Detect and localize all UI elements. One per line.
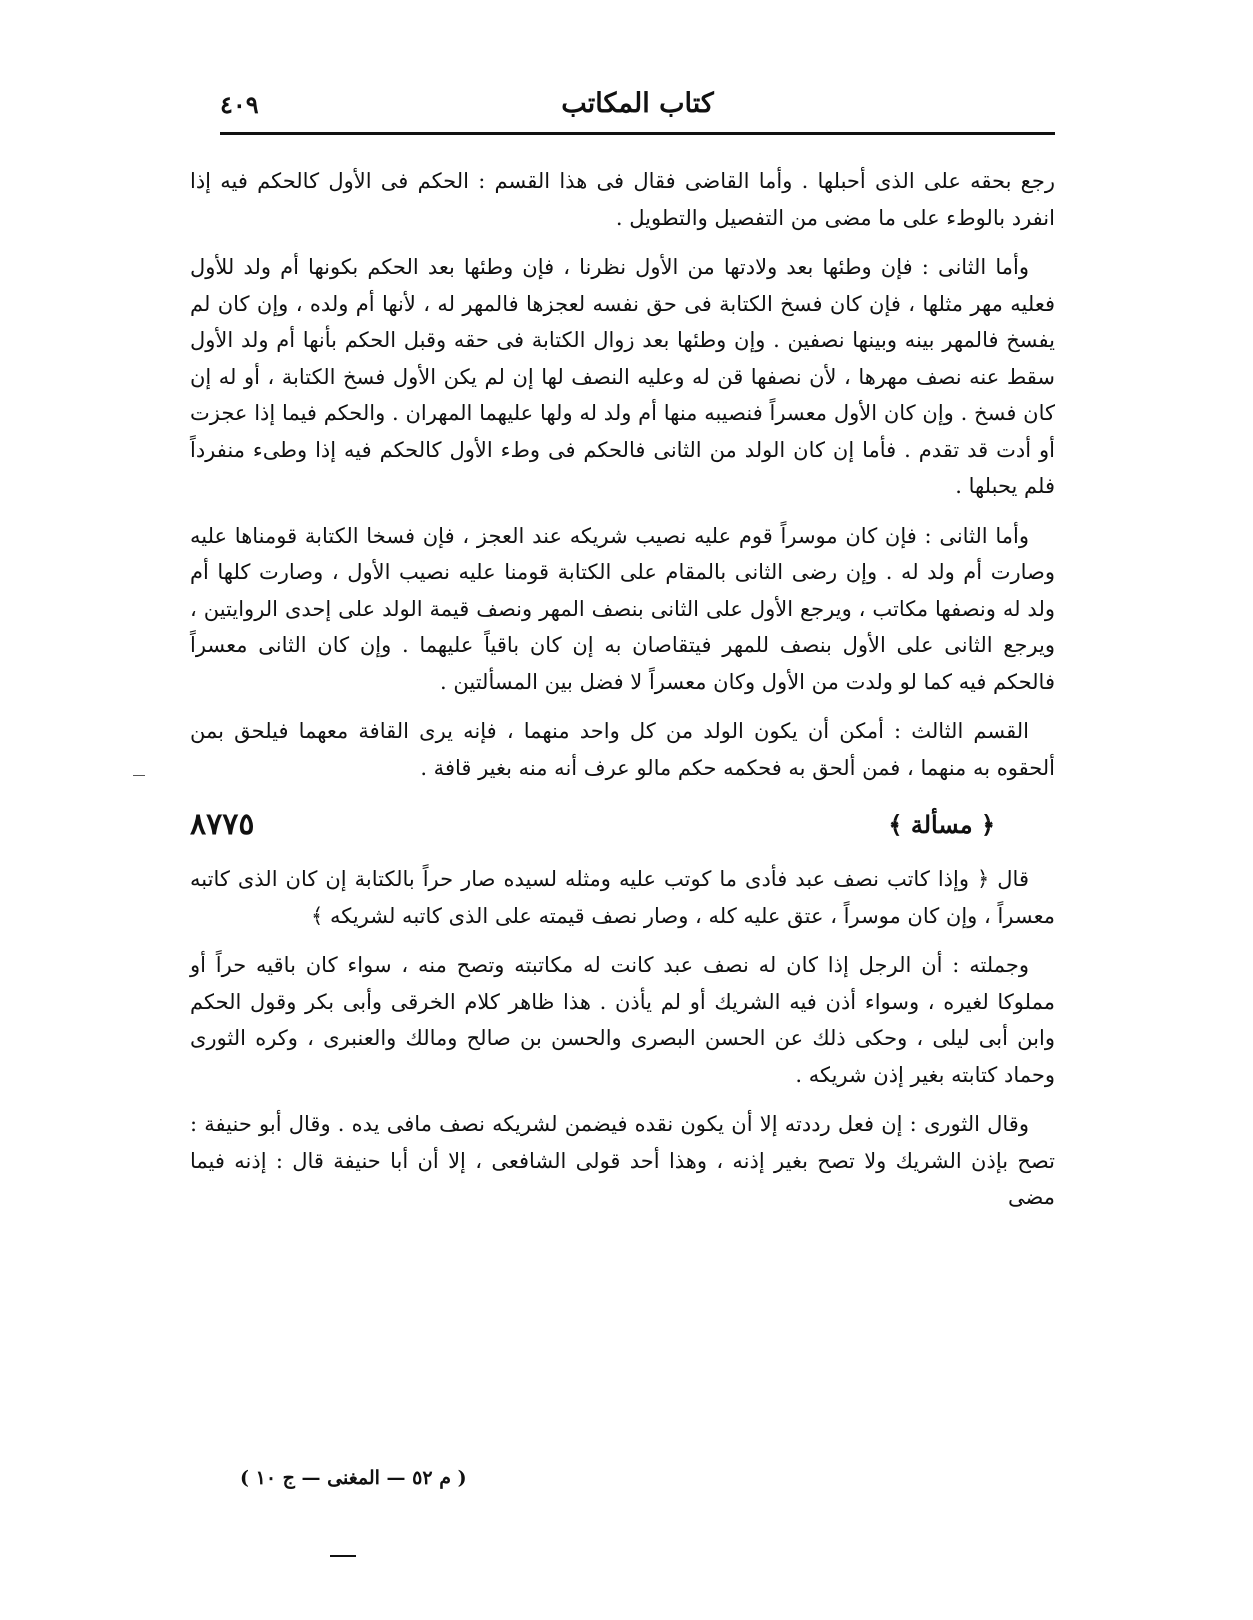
page-header <box>220 88 1055 128</box>
paragraph-7: وقال الثورى : إن فعل رددته إلا أن يكون نقده فيضمن لشريكه نصف مافى يده . وقال أبو حنيفة : تصح بإذن الشريك ولا تصح بغير إذنه ، وهذا أحد قولى الشافعى ، إلا أن أبا حنيفة قال : إذنه فيما مضى <box>190 1112 1055 1209</box>
paragraph-3: وأما الثانى : فإن كان موسراً قوم عليه نصيب شريكه عند العجز ، فإن فسخا الكتابة قومناها عليه وصارت أم ولد له . وإن رضى الثانى بالمقام على الكتابة قومنا عليه نصيب الأول ، وصارت كلها أم ولد له ونصفها مكاتب ، ويرجع الأول على الثانى بنصف المهر ونصف قيمة الولد على إحدى الروايتين ، ويرجع الثانى على الأول بنصف للمهر فيتقاصان به إن كان باقياً عليهما . وإن كان الثانى معسراً فالحكم فيه كما لو ولدت من الأول وكان معسراً لا فضل بين المسألتين . <box>190 523 1055 694</box>
page-body <box>190 163 1055 1229</box>
footer-reference: ( م ٥٢ — المغنى — ج ١٠ ) <box>240 1467 467 1489</box>
paragraph-5: قال ﴿ وإذا كاتب نصف عبد فأدى ما كوتب عليه ومثله لسيده صار حراً بالكتابة إن كان الذى كاتبه معسراً ، وإن كان موسراً ، عتق عليه كله ، وصار نصف قيمته على الذى كاتبه لشريكه ﴾ <box>190 867 1055 928</box>
page-number: ٤٠٩ <box>220 90 259 119</box>
footer-rule <box>330 1555 356 1557</box>
paragraph-6: وجملته : أن الرجل إذا كان له نصف عبد كانت له مكاتبته وتصح منه ، سواء كان باقيه حراً أو مملوكا لغيره ، وسواء أذن فيه الشريك أو لم يأذن . هذا ظاهر كلام الخرقى وأبى بكر وقول الحكم وابن أبى ليلى ، وحكى ذلك عن الحسن البصرى والحسن بن صالح ومالك والعنبرى ، وكره الثورى وحماد كتابته بغير إذن شريكه . <box>190 953 1055 1087</box>
masala-heading <box>190 799 1055 851</box>
paragraph-2: وأما الثانى : فإن وطئها بعد ولادتها من الأول نظرنا ، فإن وطئها بعد الحكم بكونها أم ولد للأول فعليه مهر مثلها ، فإن كان فسخ الكتابة فى حق نفسه لعجزها فالمهر له ، لأنها أم ولده ، وإن كان لم يفسخ فالمهر بينه وبينها نصفين . وإن وطئها بعد زوال الكتابة فى حقه وقبل الحكم بأنها أم ولد الأول سقط عنه نصف مهرها ، لأن نصفها قن له وعليه النصف لها إن لم يكن الأول فسخ الكتابة ، أو له إن كان فسخ . وإن كان الأول معسراً فنصيبه منها أم ولد له ولها عليهما المهران . والحكم فيما إذا عجزت أو أدت قد تقدم . فأما إن كان الولد من الثانى فالحكم فى وطء الأول كالحكم فيه إذا وطىء منفرداً فلم يحبلها . <box>190 255 1055 498</box>
margin-mark <box>133 775 145 776</box>
masala-label: ﴿ مسألة ﴾ <box>888 809 995 839</box>
masala-number: ٨٧٧٥ <box>190 806 255 842</box>
paragraph-4: القسم الثالث : أمكن أن يكون الولد من كل واحد منهما ، فإنه يرى القافة معهما فيلحق بمن ألحقوه به منهما ، فمن ألحق به فحكمه حكم مالو عرف أنه منه بغير قافة . <box>190 719 1055 780</box>
page-title: كتاب المكاتب <box>561 88 714 119</box>
paragraph-1: رجع بحقه على الذى أحبلها . وأما القاضى فقال فى هذا القسم : الحكم فى الأول كالحكم فيه إذا انفرد بالوطء على ما مضى من التفصيل والتطويل . <box>190 169 1055 230</box>
header-rule <box>220 132 1055 135</box>
